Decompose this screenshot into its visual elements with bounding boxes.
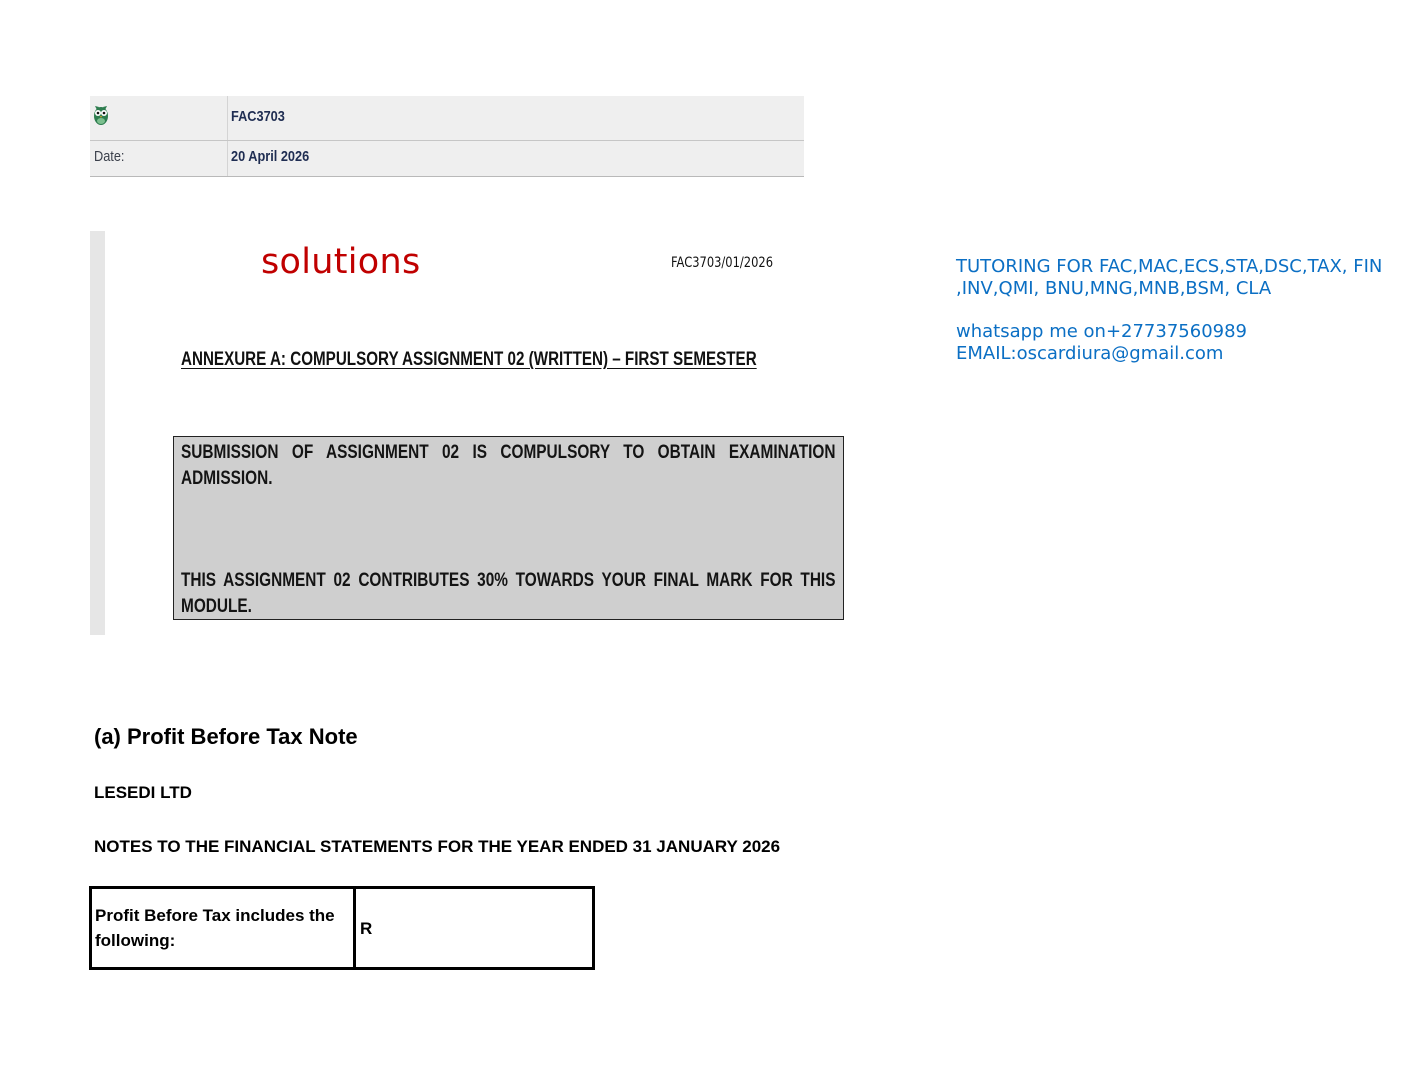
solutions-title: solutions	[261, 242, 421, 282]
section-heading: (a) Profit Before Tax Note	[94, 724, 358, 749]
notice-submission-text: SUBMISSION OF ASSIGNMENT 02 IS COMPULSORY TO OBTAIN EXAMINATION ADMISSION.	[181, 442, 836, 489]
table-row	[91, 888, 594, 969]
tutoring-subjects-line-2: ,INV,QMI, BNU,MNG,MNB,BSM, CLA	[956, 278, 1272, 299]
owl-icon	[92, 101, 110, 127]
date-label: Date:	[94, 148, 125, 165]
profit-before-tax-table	[89, 886, 595, 970]
annexure-heading: ANNEXURE A: COMPULSORY ASSIGNMENT 02 (WRITTEN) – FIRST SEMESTER	[181, 349, 757, 370]
course-code: FAC3703	[231, 108, 285, 125]
header-row-divider	[90, 140, 804, 141]
page-margin-bar	[90, 231, 105, 635]
date-value: 20 April 2026	[231, 148, 310, 165]
reference-code: FAC3703/01/2026	[671, 255, 774, 271]
notice-contribution-text: THIS ASSIGNMENT 02 CONTRIBUTES 30% TOWARDS YOUR FINAL MARK FOR THIS MODULE.	[181, 570, 836, 617]
tutoring-subjects-line-1: TUTORING FOR FAC,MAC,ECS,STA,DSC,TAX, FIN	[956, 256, 1383, 277]
tutoring-email: EMAIL:oscardiura@gmail.com	[956, 343, 1224, 364]
document-header-strip	[90, 96, 804, 177]
notice-box	[173, 436, 844, 620]
company-name: LESEDI LTD	[94, 783, 192, 802]
tutoring-advert	[956, 256, 1382, 365]
header-column-divider	[227, 96, 228, 176]
notes-heading: NOTES TO THE FINANCIAL STATEMENTS FOR THE YEAR ENDED 31 JANUARY 2026	[94, 837, 781, 856]
tutoring-whatsapp: whatsapp me on+27737560989	[956, 321, 1248, 342]
table-description-cell: Profit Before Tax includes the following:	[91, 888, 355, 969]
table-amount-header-cell: R	[355, 888, 594, 969]
